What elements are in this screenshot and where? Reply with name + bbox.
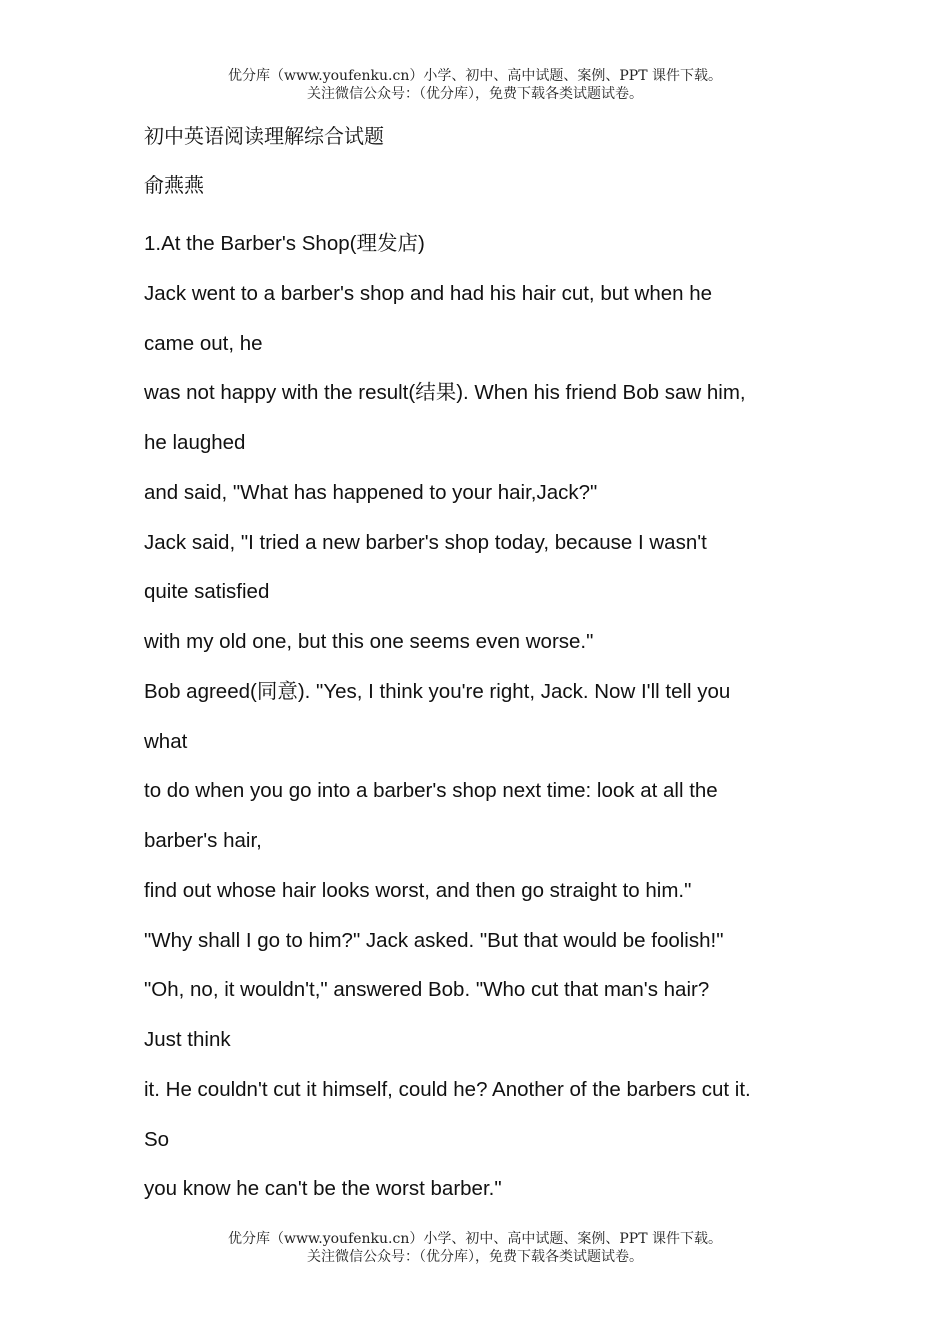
- section-heading: 1.At the Barber's Shop(理发店): [144, 232, 425, 255]
- text-line: Jack said, "I tried a new barber's shop today, because I wasn't: [144, 530, 707, 554]
- document-author: 俞燕燕: [144, 173, 204, 197]
- page-footer: [0, 1230, 950, 1266]
- text-line: Bob agreed(同意). "Yes, I think you're right, Jack. Now I'll tell you: [144, 679, 731, 703]
- text-line: what: [144, 729, 188, 753]
- text-line: Just think: [144, 1028, 231, 1051]
- text-line: and said, "What has happened to your hair,Jack?": [144, 480, 598, 504]
- footer-line-1: 优分库（www.youfenku.cn）小学、初中、高中试题、案例、PPT 课件下载。: [227, 1231, 722, 1247]
- text-line: quite satisfied: [144, 580, 270, 604]
- footer-line-2: 关注微信公众号：（优分库），免费下载各类试题试卷。: [307, 1249, 643, 1265]
- header-line-1: 优分库（www.youfenku.cn）小学、初中、高中试题、案例、PPT 课件下载。: [227, 68, 722, 84]
- text-line: with my old one, but this one seems even worse.": [144, 630, 594, 653]
- text-line: "Oh, no, it wouldn't," answered Bob. "Who cut that man's hair?: [144, 978, 710, 1002]
- header-line-2: 关注微信公众号：（优分库），免费下载各类试题试卷。: [307, 86, 643, 102]
- document-title: 初中英语阅读理解综合试题: [144, 124, 384, 148]
- text-line: he laughed: [144, 431, 246, 454]
- text-line: was not happy with the result(结果). When his friend Bob saw him,: [144, 381, 746, 405]
- text-line: to do when you go into a barber's shop next time: look at all the: [144, 779, 718, 803]
- text-line: it. He couldn't cut it himself, could he? Another of the barbers cut it.: [144, 1077, 751, 1101]
- text-line: came out, he: [144, 331, 263, 355]
- text-line: find out whose hair looks worst, and then go straight to him.": [144, 878, 692, 902]
- text-line: Jack went to a barber's shop and had his hair cut, but when he: [144, 281, 713, 305]
- text-line: "Why shall I go to him?" Jack asked. "But that would be foolish!": [144, 928, 724, 952]
- text-line: So: [144, 1127, 170, 1151]
- page-header: [0, 67, 950, 103]
- text-line: barber's hair,: [144, 829, 262, 852]
- document-body: [144, 229, 844, 1224]
- text-line: you know he can't be the worst barber.": [144, 1177, 502, 1201]
